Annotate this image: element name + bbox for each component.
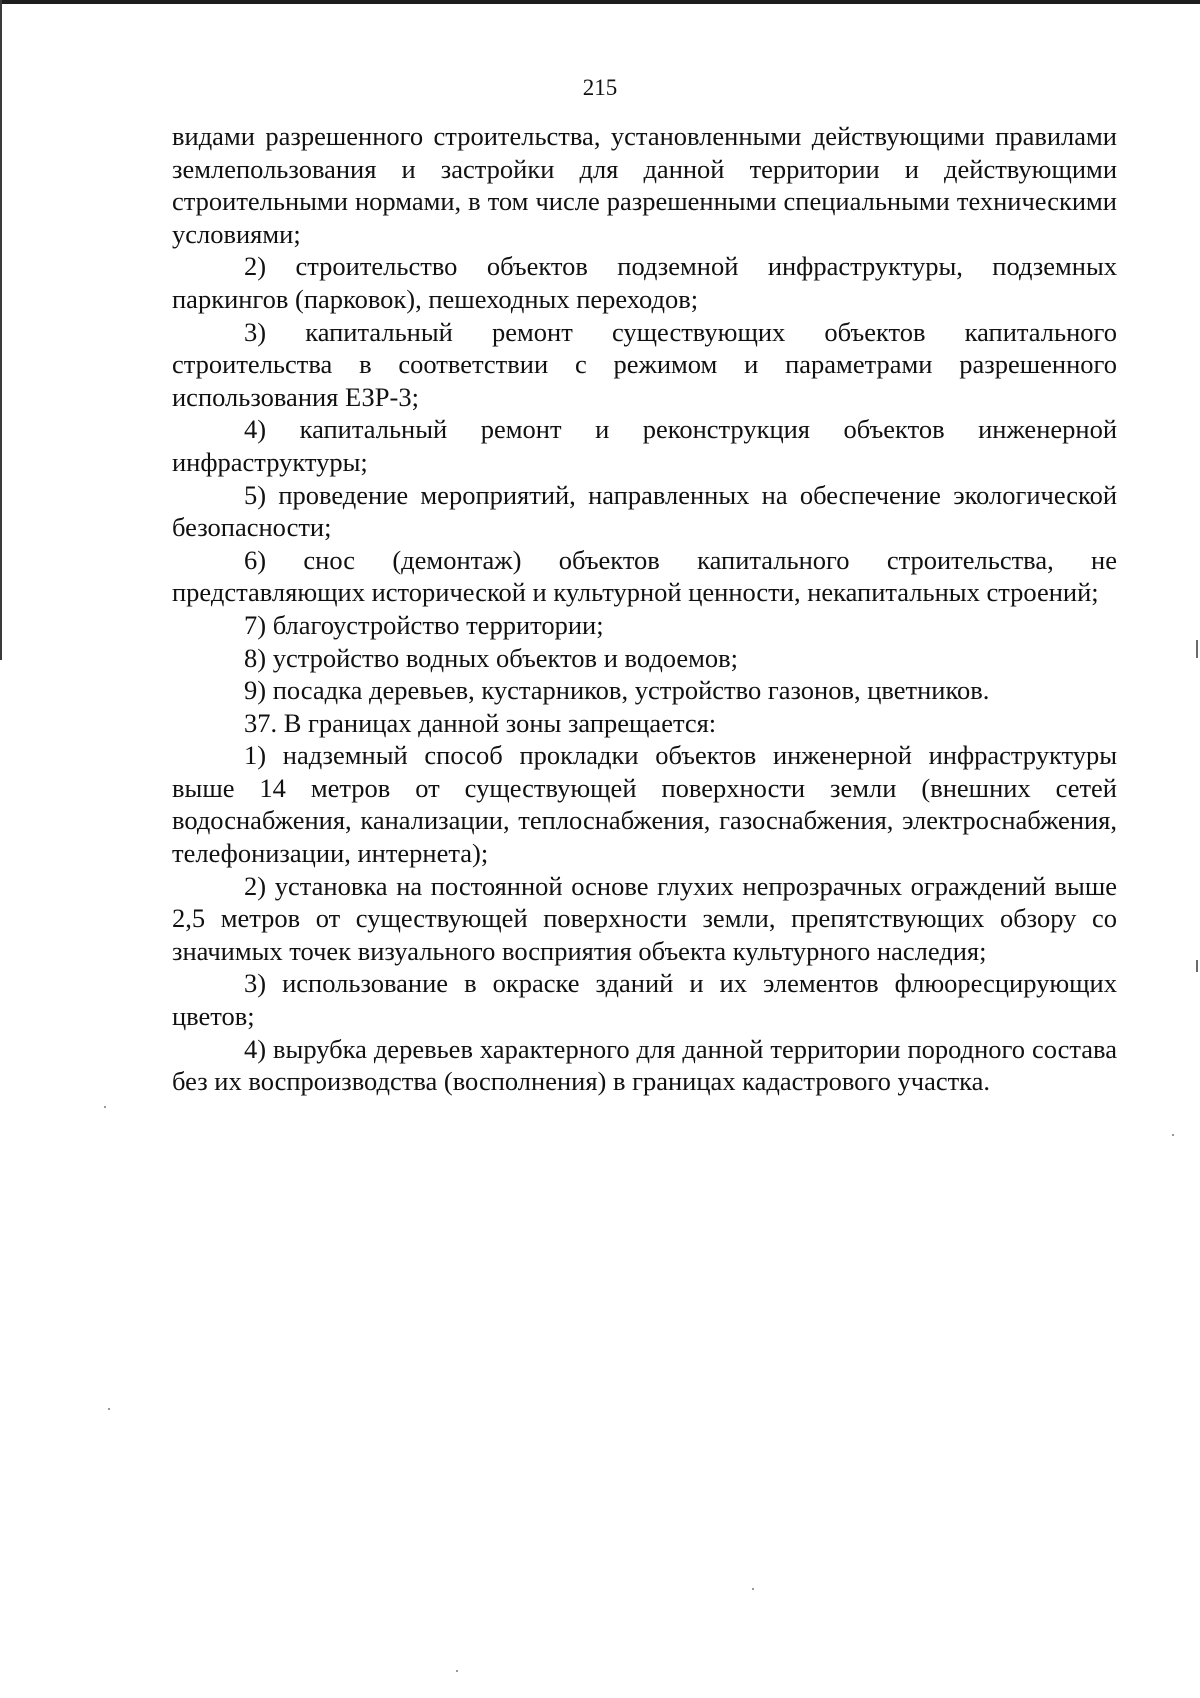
section-heading: 37. В границах данной зоны запрещается: [244, 707, 717, 738]
paragraph: 4) капитальный ремонт и реконструкция объектов инженерной инфраструктуры; [172, 414, 1117, 477]
scan-speck [1172, 1134, 1174, 1136]
paragraph: 1) надземный способ прокладки объектов инженерной инфраструктуры выше 14 метров от существующей поверхности земли (внешних сетей водоснабжения, канализации, теплоснабжения, газоснабжения, электроснабжения, телефонизации, интернета); [172, 740, 1117, 869]
paragraph: 6) снос (демонтаж) объектов капитального строительства, не представляющих исторической и культурной ценности, некапитальных строений; [172, 544, 1117, 608]
scan-speck [108, 1408, 110, 1410]
scan-edge-mark [1196, 960, 1198, 972]
scan-speck [104, 1106, 106, 1108]
scan-top-edge [0, 0, 1200, 4]
paragraph: 2) строительство объектов подземной инфраструктуры, подземных паркингов (парковок), пешеходных переходов; [172, 251, 1117, 314]
paragraph: 4) вырубка деревьев характерного для данной территории породного состава без их воспроизводства (восполнения) в границах кадастрового участка. [172, 1033, 1117, 1097]
paragraph: 7) благоустройство территории; [244, 609, 604, 640]
paragraph: 5) проведение мероприятий, направленных на обеспечение экологической безопасности; [172, 479, 1117, 543]
paragraph: 2) установка на постоянной основе глухих непрозрачных ограждений выше 2,5 метров от существующей поверхности земли, препятствующих обзору со значимых точек визуального восприятия объекта культурного наследия; [172, 870, 1117, 966]
scan-edge-mark [1196, 640, 1198, 658]
scan-speck [456, 1670, 458, 1672]
page-number: 215 [582, 75, 618, 100]
document-body [172, 120, 1117, 1098]
scan-speck [752, 1588, 754, 1590]
paragraph: 3) использование в окраске зданий и их элементов флюоресцирующих цветов; [172, 968, 1117, 1032]
paragraph: 9) посадка деревьев, кустарников, устройство газонов, цветников. [244, 675, 990, 706]
paragraph: 3) капитальный ремонт существующих объектов капитального строительства в соответствии с режимом и параметрами разрешенного использования ЕЗР-3; [172, 316, 1117, 412]
paragraph: 8) устройство водных объектов и водоемов; [244, 642, 739, 673]
paragraph: видами разрешенного строительства, установленными действующими правилами землепользования и застройки для данной территории и действующими строительными нормами, в том числе разрешенными специальными техническими условиями; [172, 121, 1117, 249]
